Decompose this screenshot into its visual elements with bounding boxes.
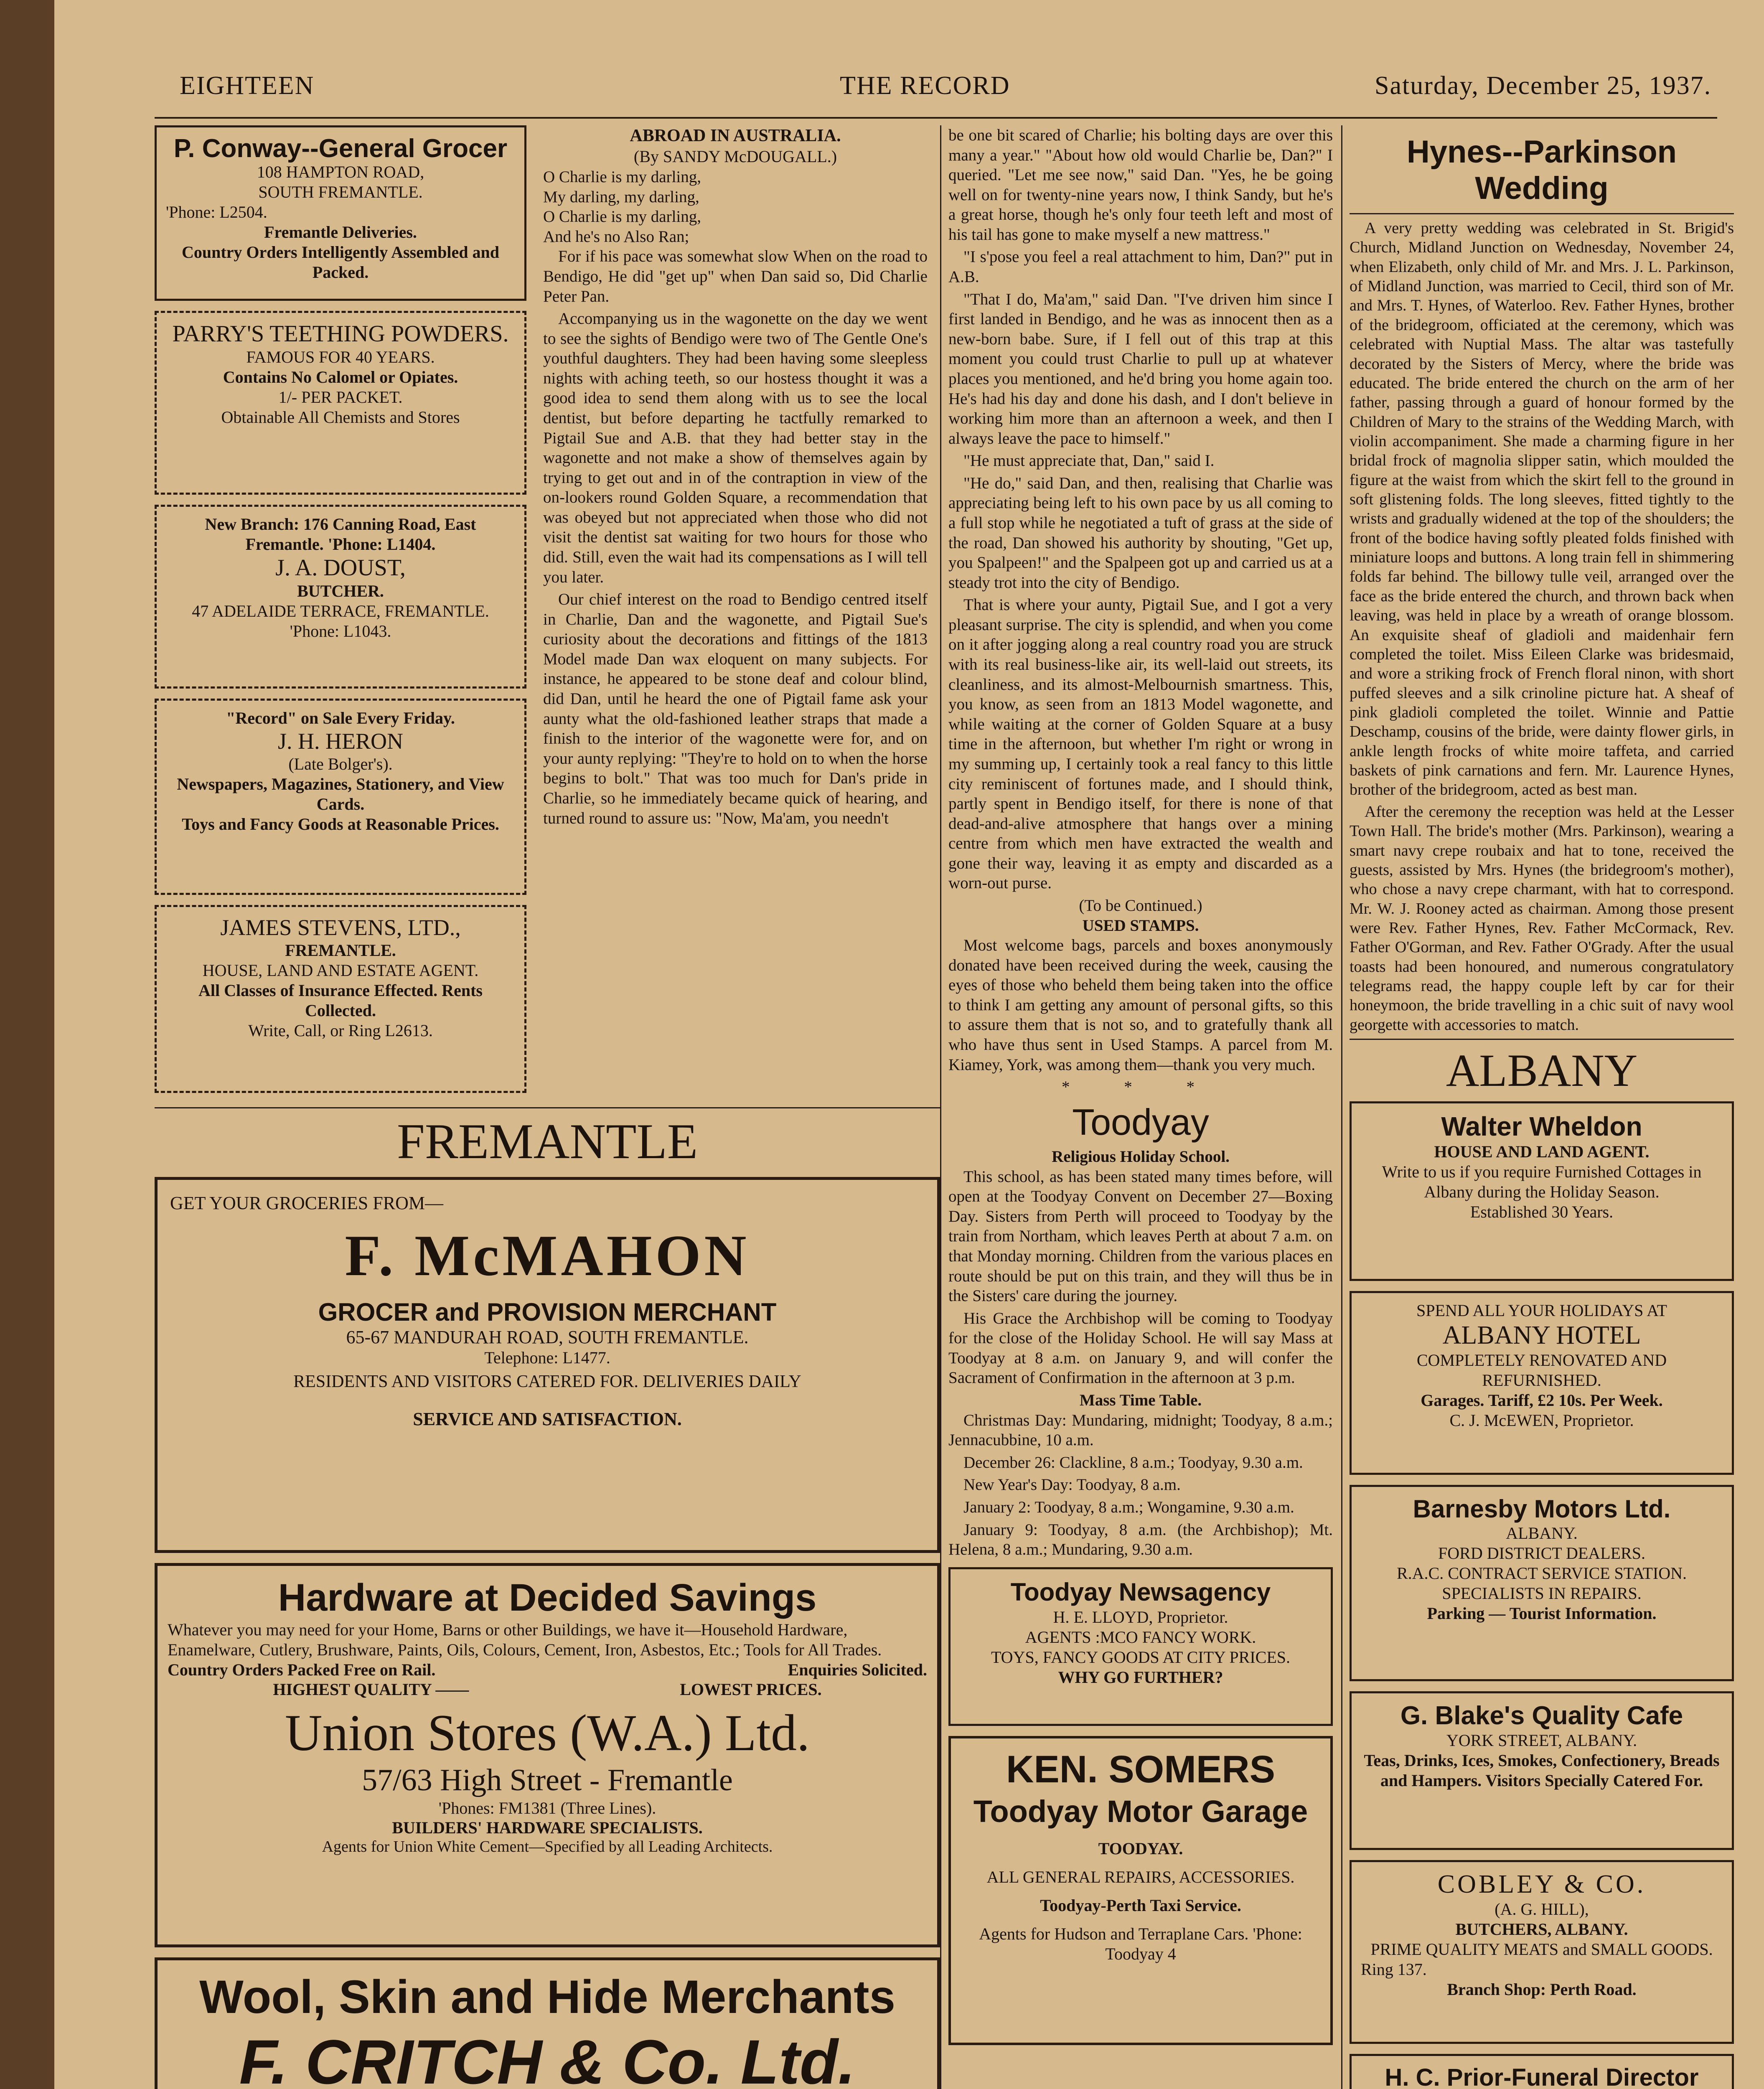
masthead: THE RECORD [840,71,1010,100]
poem-line: My darling, my darling, [543,188,699,206]
article-paragraph: be one bit scared of Charlie; his bolting days are over this many a year." "About how old would Charlie be, Dan?" I queried. "Let me see now," said Dan. "Yes, he be going well on for twenty-nine years now, I think Sandy, but he's a great horse, though he's only four teeth left and most of his tail has gone to make myself a new mattress." [948,126,1333,244]
article-paragraph: His Grace the Archbishop will be coming to Toodyay for the close of the Holiday School. He will say Mass at Toodyay at 8 a.m. on January 9, and will confer the Sacrament of Confirmation in the afternoon at 3 p.m. [948,1309,1333,1387]
ad-title: J. H. HERON [277,729,403,754]
ad-line: Write, Call, or Ring L2613. [248,1021,433,1040]
column-divider [1341,125,1342,2089]
poem-line: O Charlie is my darling, [543,168,702,186]
section-stars: * * * [1062,1078,1220,1096]
section-subheading: Religious Holiday School. [1052,1148,1230,1166]
ad-line: 'Phones: FM1381 (Three Lines). [438,1799,656,1817]
ad-line: Agents for Union White Cement—Specified by all Leading Architects. [322,1838,773,1855]
small-ads-stack [155,125,526,1103]
ad-line: 65-67 MANDURAH ROAD, SOUTH FREMANTLE. [346,1327,749,1347]
ad-line: HIGHEST QUALITY —— [273,1680,469,1699]
ad-name: ALBANY HOTEL [1442,1321,1641,1350]
column-bendigo-toodyay [948,125,1333,2089]
article-paragraph: After the ceremony the reception was held at the Lesser Town Hall. The bride's mother (Mrs. Parkinson), wearing a smart navy crepe roubaix and hat to tone, received the guests, assisted by Mrs. Hynes (the bridegroom's mother), who chose a navy crepe charmant, with hat to correspond. Mr. W. J. Rooney acted as chairman. Among those present were Rev. Father Hynes, Rev. Father McCormack, Rev. Father O'Gorman, and Rev. Father O'Grady. After the usual toasts had been honoured, and numerous congratulatory telegrams read, the happy couple left by car for their honeymoon, the bride travelling in a chic suit of navy wool georgette with accessories to match. [1350,803,1734,1034]
ad-line: Newspapers, Magazines, Stationery, and View Cards. [177,775,504,813]
ad-line: AGENTS :MCO FANCY WORK. [1025,1627,1256,1647]
ad-line: WHY GO FURTHER? [1058,1667,1223,1687]
page-number: EIGHTEEN [180,71,315,100]
poem-line: O Charlie is my darling, [543,208,702,226]
ad-line: HOUSE, LAND AND ESTATE AGENT. [202,961,479,980]
ad-line: Country Orders Intelligently Assembled and Packed. [181,243,500,282]
ad-line: Branch Shop: Perth Road. [1447,1980,1637,1999]
ad-parry [155,311,526,495]
ad-line: FREMANTLE. [285,941,396,960]
article-paragraph: A very pretty wedding was celebrated in St. Brigid's Church, Midland Junction on Wednesday, November 24, when Elizabeth, only child of Mr. and Mrs. J. L. Parkinson, of Midland Junction, was married to Cecil, third son of Mr. and Mrs. T. Hynes, of Waterloo. Rev. Father Hynes, brother of the bridegroom, officiated at the ceremony, which was celebrated with Nuptial Mass. The altar was tastefully decorated by the Sisters of Mercy, where the bride was educated. The bride entered the church on the arm of her father, passing through a guard of honour formed by the Children of Mary to the strains of the Wedding March, with violin accompaniment. She made a charming figure in her bridal frock of magnolia slipper satin, which moulded the figure at the waist from which the skirt fell to the ground in soft glistening folds. The long sleeves, fitted tightly to the wrists and gradually widened at the top of the shoulders; the front of the bodice having softly pleated folds finished with miniature loops and buttons. A long train fell in shimmering folds far behind. The billowy tulle veil, arranged over the face as the bride entered the church, and thrown back when leaving, was held in place by a wreath of orange blossom. An exquisite sheaf of gladioli and maidenhair fern completed the toilet. Miss Eileen Clarke was bridesmaid, and wore a striking frock of French floral ninon, with short puffed sleeves and a silk crinoline picture hat. A sheaf of pink gladioli completed the toilet. Winnie and Pattie Deschamp, cousins of the bride, were dainty flower girls, in ankle length frocks of white moire taffeta, and carried baskets of pink carnations and fern. Mr. Laurence Hynes, brother of the bridegroom, acted as best man. [1350,219,1734,799]
ad-line: LOWEST PRICES. [680,1680,822,1699]
ad-line: Ring 137. [1361,1960,1427,1979]
ad-stevens [155,905,526,1093]
ad-line: SERVICE AND SATISFACTION. [413,1409,682,1429]
ad-line: PRIME QUALITY MEATS and SMALL GOODS. [1370,1940,1713,1959]
ad-line: Whatever you may need for your Home, Barns or other Buildings, we have it—Household Hardware, Enamelware, Cutlery, Brushware, Paints, Oils, Colours, Cement, Iron, Asbestos, Etc.; Tools for All Trades. [168,1620,882,1659]
article-heading-wedding: Hynes--Parkinson Wedding [1406,134,1677,206]
ad-line: Toys and Fancy Goods at Reasonable Prices. [182,815,499,834]
column-divider [940,125,941,2089]
ad-line: 108 HAMPTON ROAD, [257,163,424,182]
ad-mcmahon [155,1177,940,1553]
section-heading-fremantle: FREMANTLE [397,1113,698,1169]
heading-rule [1350,213,1734,214]
ad-title: PARRY'S TEETHING POWDERS. [172,321,509,347]
ad-line: (Late Bolger's). [288,755,393,773]
ad-name: H. C. Prior-Funeral Director [1385,2064,1699,2089]
ad-line: Write to us if you require Furnished Cottages in Albany during the Holiday Season. [1382,1162,1702,1202]
ad-title: Toodyay Motor Garage [973,1794,1308,1829]
ad-title: Hardware at Decided Savings [278,1576,817,1619]
ad-line: "Record" on Sale Every Friday. [226,709,455,727]
ad-line: Established 30 Years. [1470,1202,1614,1222]
mass-line: New Year's Day: Toodyay, 8 a.m. [963,1476,1181,1494]
ad-line: New Branch: 176 Canning Road, East Fremantle. 'Phone: L1404. [205,515,476,554]
ad-line: Agents for Hudson and Terraplane Cars. 'Phone: Toodyay 4 [979,1924,1302,1964]
ad-line: Teas, Drinks, Ices, Smokes, Confectionery, Breads and Hampers. Visitors Specially Catered For. [1364,1751,1720,1790]
article-byline: (By SANDY McDOUGALL.) [633,147,837,166]
article-paragraph: "That I do, Ma'am," said Dan. "I've driven him since I first landed in Bendigo, and he was as innocent then as a new-born babe. Sure, if I fell out of this trap at this moment you could trust Charlie to pull up at whatever places you mentioned, and he'd bring you home again too. He's had his day and done his dash, and I don't believe in working him more than an afternoon a week, and then I always leave the pace to himself." [948,290,1333,447]
article-heading: ABROAD IN AUSTRALIA. [630,126,841,145]
ad-title: J. A. DOUST, [275,555,406,581]
ad-line: R.A.C. CONTRACT SERVICE STATION. [1396,1564,1687,1583]
article-paragraph: "He do," said Dan, and then, realising that Charlie was appreciating being left to his own pace by us all coming to a full stop while he negotiated a tuft of grass at the side of the road, Dan showed his authority by shouting, "Get up, you Spalpeen!" and the Spalpeen got up and carried us at a steady trot into the city of Bendigo. [948,474,1333,592]
ad-line: Enquiries Solicited. [788,1660,927,1679]
ad-line: H. E. LLOYD, Proprietor. [1053,1607,1228,1626]
ad-name: Walter Wheldon [1441,1111,1642,1142]
ad-line: SOUTH FREMANTLE. [258,183,423,202]
ad-line: GROCER and PROVISION MERCHANT [318,1298,777,1326]
ad-row [168,1680,927,1699]
ad-line: Garages. Tariff, £2 10s. Per Week. [1421,1391,1663,1410]
poem-line: And he's no Also Ran; [543,227,689,246]
mass-line: January 2: Toodyay, 8 a.m.; Wongamine, 9.30 a.m. [963,1498,1294,1516]
section-rule [1350,1039,1734,1040]
article-paragraph: This school, as has been stated many times before, will open at the Toodyay Convent on December 27—Boxing Day. Sisters from Perth will proceed to Toodyay by the train from Northam, which leaves Perth at about 7 a.m. on that Monday morning. Children from the various places en route should be put on this train, and they will thus be in the Sisters' care during the journey. [948,1167,1333,1305]
ad-name: COBLEY & CO. [1437,1870,1646,1899]
ad-cobley [1350,1860,1734,2044]
header-rule [155,117,1717,119]
ad-title: F. McMAHON [345,1223,750,1288]
ad-line: 'Phone: L2504. [166,203,267,222]
ad-critch [155,1957,940,2089]
ad-heron [155,699,526,895]
ad-row [168,1660,927,1680]
issue-date: Saturday, December 25, 1937. [1375,71,1712,100]
ad-ken-somers [948,1736,1333,2045]
article-paragraph: Accompanying us in the wagonette on the day we went to see the sights of Bendigo were two of The Gentle One's youthful daughters. They had been having some sleepless nights with aching teeth, so our hostess thought it was a good idea to send them along with us to see the local dentist, but before departing he tactfully remarked to Pigtail Sue and A.B. that they had better stay in the wagonette and not make a show of themselves again by trying to get out and in of the contraption in view of the on-lookers round Golden Square, a recommendation that was obeyed but not appreciated when those who did not visit the dentist sat waiting for two hours for those who did. Still, even the wait had its compensations as I will tell you later. [543,310,928,586]
ad-line: BUTCHERS, ALBANY. [1455,1920,1628,1939]
ad-line: 57/63 High Street - Fremantle [362,1763,733,1797]
ad-line: Telephone: L1477. [484,1348,610,1367]
ad-line: Contains No Calomel or Opiates. [223,368,458,386]
ad-prior [1350,2054,1734,2089]
section-heading: USED STAMPS. [1082,916,1199,935]
ad-name: F. CRITCH & Co. Ltd. [239,2026,856,2089]
section-subheading: Mass Time Table. [1079,1391,1202,1410]
continued-note: (To be Continued.) [1079,896,1202,915]
section-heading-albany: ALBANY [1446,1045,1638,1096]
ad-line: Obtainable All Chemists and Stores [221,408,460,427]
ad-line: 47 ADELAIDE TERRACE, FREMANTLE. 'Phone: L1043. [192,602,489,640]
ad-line: TOODYAY. [1098,1839,1183,1858]
article-paragraph: "He must appreciate that, Dan," said I. [963,452,1215,470]
ad-title: P. Conway--General Grocer [173,134,508,163]
mass-line: Christmas Day: Mundaring, midnight; Toodyay, 8 a.m.; Jennacubbine, 10 a.m. [948,1411,1333,1449]
ad-line: FAMOUS FOR 40 YEARS. [246,348,435,366]
ad-name: KEN. SOMERS [1006,1748,1276,1791]
ad-albany-hotel [1350,1291,1734,1475]
ad-line: COMPLETELY RENOVATED AND REFURNISHED. [1416,1351,1667,1390]
ad-line: SPECIALISTS IN REPAIRS. [1442,1584,1642,1603]
ad-line: BUILDERS' HARDWARE SPECIALISTS. [392,1818,703,1837]
mass-line: January 9: Toodyay, 8 a.m. (the Archbishop); Mt. Helena, 8 a.m.; Mundaring, 9.30 a.m. [948,1520,1333,1559]
section-heading-toodyay: Toodyay [1072,1101,1209,1143]
article-paragraph: For if his pace was somewhat slow When on the road to Bendigo, He did "get up" when Dan said so, Did Charlie Peter Pan. [543,247,928,305]
ad-line: ALBANY. [1506,1524,1578,1543]
ad-name: Union Stores (W.A.) Ltd. [285,1704,810,1761]
ad-doust [155,505,526,689]
mass-line: December 26: Clackline, 8 a.m.; Toodyay, 9.30 a.m. [963,1453,1303,1471]
ad-line: GET YOUR GROCERIES FROM— [170,1193,443,1213]
ad-line: SPEND ALL YOUR HOLIDAYS AT [1416,1301,1667,1320]
ad-wheldon [1350,1101,1734,1281]
article-paragraph: Most welcome bags, parcels and boxes anonymously donated have been received during the week, causing the eyes of those who beheld them being taken into the office to think I am getting any amount of personal gifts, so this to assure them that is not so, and to gratefully thank all who have thus sent in Used Stamps. A parcel from M. Kiamey, York, was among them—thank you very much. [948,936,1333,1074]
article-abroad [543,125,928,1099]
ad-line: All Classes of Insurance Effected. Rents Collected. [198,981,483,1020]
ad-line: HOUSE AND LAND AGENT. [1434,1142,1650,1161]
ad-line: Fremantle Deliveries. [264,223,417,242]
column-wedding-albany [1350,125,1734,2089]
ad-line: RESIDENTS AND VISITORS CATERED FOR. DELIVERIES DAILY [293,1372,801,1391]
ad-line: TOYS, FANCY GOODS AT CITY PRICES. [991,1647,1291,1667]
section-rule [155,1107,940,1108]
article-paragraph: Our chief interest on the road to Bendigo centred itself in Charlie, Dan and the wagonette, and Pigtail Sue's curiosity about the decorations and fittings of the 1813 Model made Dan wax eloquent on many subjects. For instance, he appeared to be stone deaf and colour blind, did Dan, until he heard the one of Pigtail fame ask your aunty what the old-fashioned leather straps that made a finish to the interior of the wagonette were for, and on your aunty replying: "They're to hold on to when the horse begins to bolt." That was too much for Dan's pride in Charlie, so he immediately became quick of hearing, and turned round to assure us: "Now, Ma'am, you needn't [543,590,928,827]
ad-union-stores [155,1563,940,1947]
ad-title: Toodyay Newsagency [1010,1578,1271,1606]
ad-line: ALL GENERAL REPAIRS, ACCESSORIES. [986,1868,1295,1887]
ad-line: Country Orders Packed Free on Rail. [168,1660,436,1679]
article-paragraph: That is where your aunty, Pigtail Sue, and I got a very pleasant surprise. The city is splendid, and when you come on it after jogging along a real country road you are struck with its real business-like air, its well-laid out streets, its cleanliness, and its almost-Melbournish smartness. This, you know, as seen from an 1813 Model wagonette, and while waiting at the corner of Golden Square at a busy time in the afternoon, but whether I'm right or wrong in my summing up, I certainly took a real fancy to this little city reminiscent of fortunes made, and I should think, partly spent in Bendigo itself, for there is none of that dead-and-alive atmosphere that hangs over a mining centre from which men have extracted the wealth and gone their way, leaving it as empty and discarded as a worn-out purse. [948,596,1333,892]
ad-line: 1/- PER PACKET. [278,388,403,407]
ad-toodyay-newsagency [948,1567,1333,1726]
ad-barnesby [1350,1485,1734,1681]
ad-line: FORD DISTRICT DEALERS. [1438,1544,1645,1563]
ad-name: Barnesby Motors Ltd. [1413,1495,1671,1523]
article-wedding [1350,219,1734,1034]
ad-blake [1350,1691,1734,1850]
page-edge [0,0,54,2089]
ad-title: JAMES STEVENS, LTD., [220,915,461,940]
ad-line: C. J. McEWEN, Proprietor. [1449,1411,1634,1430]
ad-title: Wool, Skin and Hide Merchants [199,1971,895,2023]
ad-line: YORK STREET, ALBANY. [1446,1731,1637,1750]
ad-conway [155,125,526,301]
column-fremantle-ads [155,125,940,2089]
article-paragraph: "I s'pose you feel a real attachment to him, Dan?" put in A.B. [948,248,1333,286]
ad-line: (A. G. HILL), [1495,1900,1589,1919]
ad-name: G. Blake's Quality Cafe [1400,1701,1683,1731]
ad-line: Toodyay-Perth Taxi Service. [1040,1896,1241,1915]
ad-line: Parking — Tourist Information. [1427,1604,1657,1623]
ad-line: BUTCHER. [297,582,384,600]
